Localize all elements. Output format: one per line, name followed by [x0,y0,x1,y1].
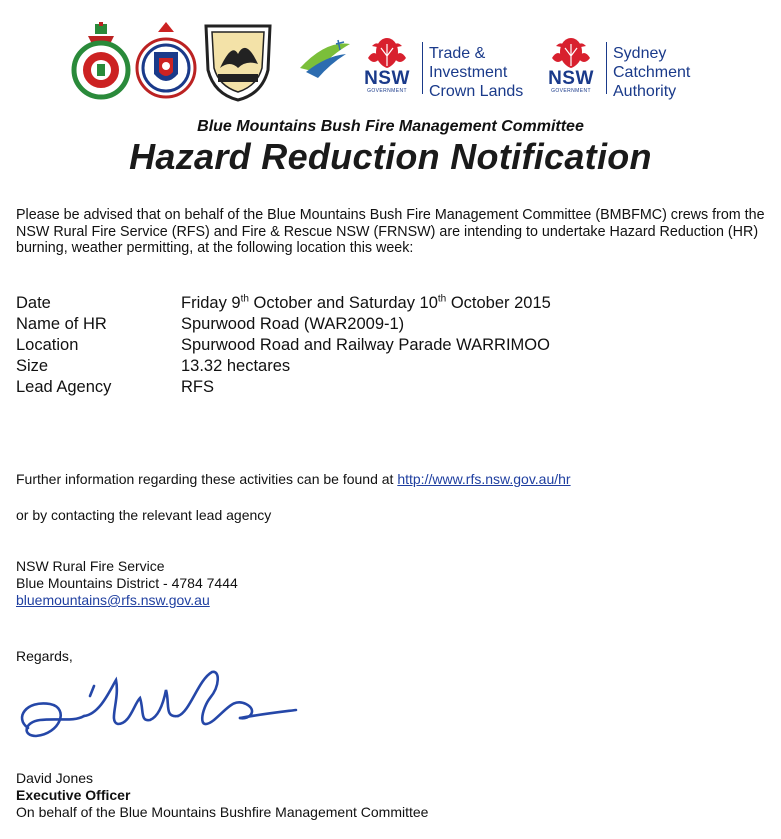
committee-title: Blue Mountains Bush Fire Management Committee [197,118,584,135]
detail-value: Spurwood Road and Railway Parade WARRIMOO [181,336,550,354]
contact-org: NSW Rural Fire Service [16,558,165,574]
signatory-behalf: On behalf of the Blue Mountains Bushfire Management Committee [16,804,429,820]
nsw-wordmark: NSW [364,68,410,89]
logo-line: Sydney [613,45,667,62]
detail-label: Date [16,294,51,312]
detail-label: Name of HR [16,315,107,333]
waratah-mark [542,36,600,94]
detail-label: Location [16,336,79,354]
further-info: Further information regarding these activities can be found at http://www.rfs.nsw.gov.au/hr [16,471,571,487]
signature [14,660,304,761]
logo-line: Catchment [613,64,691,81]
sydney-catchment-text [613,44,690,101]
nsw-trade-investment-logo [358,36,523,101]
detail-value: RFS [181,378,214,396]
detail-value: 13.32 hectares [181,357,291,375]
detail-label: Lead Agency [16,378,112,396]
national-parks-wildlife-logo [202,20,274,104]
logo-line: Crown Lands [429,83,524,100]
regards: Regards, [16,648,73,664]
contact-line: or by contacting the relevant lead agency [16,507,272,523]
waratah-icon [364,36,410,70]
rfs-hr-link[interactable]: http://www.rfs.nsw.gov.au/hr [397,471,571,487]
nsw-wordmark: NSW [548,68,594,89]
contact-district: Blue Mountains District - 4784 7444 [16,575,238,591]
signatory-name: David Jones [16,770,94,786]
intro-paragraph: Please be advised that on behalf of the Blue Mountains Bush Fire Management Committee (BMBFMC) crews from the NSW Rural Fire Service (RFS) and Fire & Rescue NSW (FRNSW) are intending to undertake Hazard Reduction (HR) burning, weather permitting, at the following location this week: [16,207,765,256]
page-title: Hazard Reduction Notification [129,136,652,177]
waratah-icon [548,36,594,70]
logo-divider [422,42,423,94]
logo-line: Trade & [429,45,486,62]
trade-investment-text [429,44,523,101]
logo-line: Authority [613,83,677,100]
signoff [16,770,428,821]
signatory-role: Executive Officer [16,787,131,803]
logo-strip [0,0,781,110]
detail-label: Size [16,357,49,375]
waratah-mark [358,36,416,94]
nsw-rural-fire-service-logo [134,22,198,100]
fire-rescue-nsw-logo [70,22,132,100]
logo-line: Investment [429,64,508,81]
nsw-sydney-catchment-logo [542,36,690,101]
logo-divider [606,42,607,94]
contact-block [16,558,238,609]
detail-value-date: Friday 9th October and Saturday 10th October 2015 [181,293,551,312]
blue-mountains-city-council-logo [276,38,352,94]
detail-value: Spurwood Road (WAR2009-1) [181,315,405,333]
nsw-government-label: GOVERNMENT [551,88,591,94]
contact-email-link[interactable]: bluemountains@rfs.nsw.gov.au [16,592,210,608]
nsw-government-label: GOVERNMENT [367,88,407,94]
